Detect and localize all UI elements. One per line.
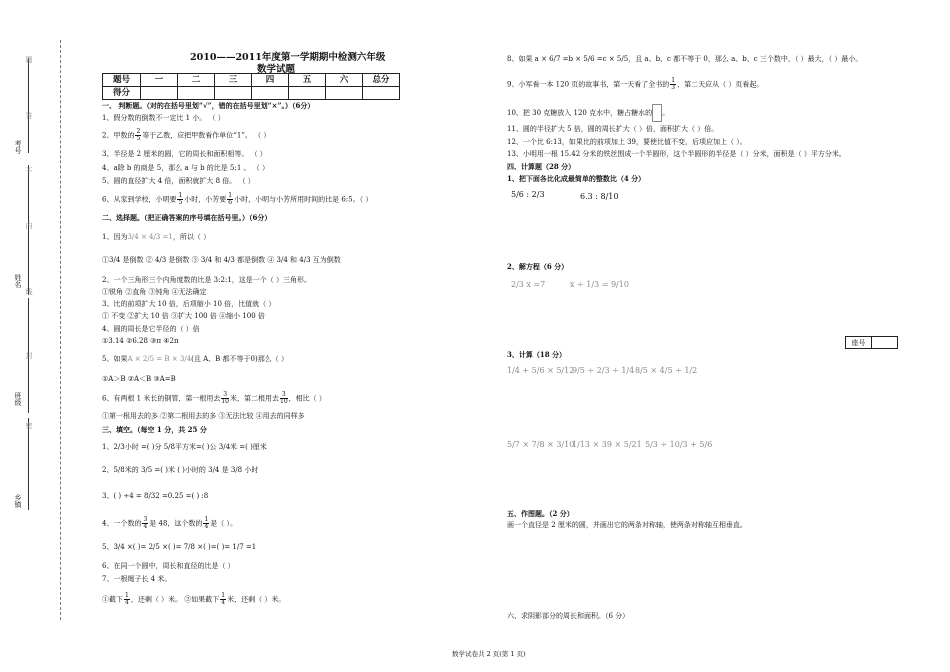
numerator: 1 [125,592,129,599]
score-cell[interactable] [141,87,178,100]
ratio-expression: 6.3 : 8/10 [580,192,619,201]
fraction [221,392,229,405]
seat-label: 座号 [846,337,872,349]
answer-box[interactable] [652,104,662,122]
class-label: 班级 [14,392,22,406]
s2-q5-post: (且 A、B 都不等于0)那么（ ） [191,355,288,363]
calc-expression: 9/5 ÷ 2/3 ÷ 1/4 [572,366,635,375]
section6-heading: 六、求阴影部分的周长和面积。（6 分） [507,612,630,620]
section1-heading: 一、 判断题。（对的在括号里划“√”，错的在括号里划“×”。）（6分） [102,101,315,110]
seat-number-box [845,336,898,349]
s2-q2-options: ①锐角 ②直角 ③钝角 ④无法确定 [102,288,207,296]
seal-char: 题 [25,56,33,63]
fraction [280,392,288,405]
s3-q5: 5、3/4 ×( )= 2/5 ×( )= 7/8 ×( )=( )= 1/7 =1 [102,543,257,551]
exam-subtitle: 数学试题 [257,64,296,75]
section5-heading: 五、作图题。（2 分） [507,509,574,518]
s2-q3-options: ① 不变 ②扩大 10 倍 ③扩大 100 倍 ④缩小 100 倍 [102,312,265,320]
s4-sub1: 1、把下面各比化成最简单的整数比（4 分） [507,174,646,183]
score-table-score-row [103,87,400,100]
numerator: 1 [221,592,226,599]
score-cell[interactable] [363,87,400,100]
s1-q6-post: 小时，小明与小芳所用时间的比是 6:5。（ ） [234,195,373,204]
s1-q6-pre: 6、从家到学校，小明要 [102,195,177,204]
s2-q6 [102,392,326,405]
s3-q10-end: 。 [662,109,670,117]
s2-q4: 4、圆的周长是它半径的（ ）倍 [102,325,200,333]
s2-q6-options: ①第一根用去的多 ②第二根用去的多 ③无法比较 ④用去的同样多 [102,412,305,420]
seal-char: 答 [25,112,33,119]
s1-q2-post: 等于乙数，应把甲数看作单位“1”。 （ ） [142,131,271,140]
s3-q12: 12、一个比 6:13，如果比的前项加上 39，要使比值不变，后项应加上（ ）。 [507,138,747,146]
fraction [227,193,233,206]
equation: x ÷ 1/3 = 9/10 [570,280,629,289]
s1-q2 [102,129,270,142]
s3-q8: 8、如果 a × 6/7 =b × 5/6 =c × 5/5，且 a、b、c 都不等于 0，那么 a、b、c 三个数中，（ ）最大，（ ）最小。 [507,55,863,63]
s3-q13: 13、小明用一根 15.42 分米的铁丝围成一个半圆形，这个半圆形的半径是（ ）分米，面积是（ ）平方分米。 [507,150,846,158]
numerator: 1 [671,77,676,84]
s4-sub3: 3、计算（18 分） [507,350,567,359]
score-header: 二 [178,74,215,87]
denominator: 3 [671,84,676,91]
s2-q6-mid: 米，第二根用去 [230,394,279,403]
town-line [28,418,29,510]
section4-heading: 四、计算题（28 分） [507,162,576,171]
s3-q7: 7、一根绳子长 4 米。 [102,575,172,583]
s2-q5 [102,355,288,364]
seal-char: 线 [25,288,33,295]
s3-q9-pre: 9、小军看一本 120 页的故事书，第一天看了全书的 [507,80,670,89]
s3-q3: 3、( ) ÷4 = 8/32 =0.25 =( ) :8 [102,492,209,500]
numerator: 3 [223,391,228,398]
town-label: 乡镇 [14,494,22,508]
fraction [135,129,141,142]
s3-q4-pre: 4、一个数的 [102,519,142,528]
s3-q7-b: ，还剩（ ）米。 ②如果截下 [130,595,220,604]
s2-q1-options: ①3/4 是倒数 ② 4/3 是倒数 ③ 3/4 和 4/3 都是倒数 ④ 3/4 和 4/3 互为倒数 [102,256,341,264]
numerator: 1 [204,516,209,523]
s2-q6-post: ，相比（ ） [288,394,326,403]
s3-q6: 6、在同一个圆中，周长和直径的比是（ ） [102,562,235,570]
fraction [203,517,209,530]
s3-q7-c: 米，还剩（ ）米。 [227,595,286,604]
s3-q4-post: 是 48，这个数的 [149,519,203,528]
score-cell[interactable] [326,87,363,100]
s5-text: 画一个直径是 2 厘米的圆，并画出它的两条对称轴，使两条对称轴互相垂直。 [507,521,747,529]
s3-q4-end: 是（ ）。 [210,519,237,528]
denominator: 4 [125,599,129,606]
denominator: 5 [136,135,141,142]
section2-heading: 二、选择题。（把正确答案的序号填在括号里。）（6分） [102,213,272,222]
ratio-expression: 5/6 : 2/3 [511,190,545,199]
s1-q4: 4、a除 b 的商是 5，那么 a 与 b 的比是 5:1 。 （ ） [102,164,269,172]
s2-q1-expr: 3/4 × 4/3 =1 [127,233,173,241]
denominator: 5 [178,199,183,206]
fraction [220,593,226,606]
score-header: 五 [289,74,326,87]
numerator: 3 [281,391,286,398]
s2-q5-pre: 5、如果 [102,355,128,363]
denominator: 4 [204,523,209,530]
s3-q9 [507,78,763,91]
denominator: 6 [228,199,233,206]
name-label: 姓名 [14,274,22,288]
score-cell[interactable] [215,87,252,100]
s3-q10 [507,104,669,122]
numerator: 3 [143,516,148,523]
s3-q11: 11、圆的半径扩大 5 倍，圆的周长扩大（ ）倍，面积扩大（ ）倍。 [507,125,719,133]
seal-char: 封 [25,352,33,359]
s2-q1-pre: 1、因为 [102,233,128,241]
numerator: 1 [228,192,233,199]
score-header: 六 [326,74,363,87]
s3-q9-post: ，第二天应从（ ）页看起。 [677,80,764,89]
equation: 2/3 x =7 [511,280,546,289]
numerator: 2 [136,128,141,135]
denominator: 4 [221,599,226,606]
fraction [124,593,130,606]
kaohao-line [28,58,29,153]
kaohao-label: 考号 [14,140,22,154]
s3-q10-text: 10、把 30 克糖放入 120 克水中，糖占糖水的 [507,109,653,117]
name-line [28,165,29,295]
s2-q4-options: ①3.14 ②6.28 ③π ④2π [102,337,179,345]
score-header: 三 [215,74,252,87]
s1-q3: 3、半径是 2 厘米的圆，它的周长和面积相等。 （ ） [102,150,267,158]
seal-char: 不 [25,167,33,174]
s4-sub2: 2、解方程（6 分） [507,262,569,271]
section3-heading: 三、填空。（每空 1 分，共 25 分 [102,425,207,434]
seal-line [60,40,61,620]
fraction [142,517,148,530]
score-cell[interactable] [289,87,326,100]
calc-expression: 5/3 ÷ 10/3 + 5/6 [645,440,713,449]
fraction [177,193,183,206]
calc-expression: 8/5 × 4/5 ÷ 1/2 [635,366,698,375]
page-footer: 数学试卷共 2 页(第 1 页) [452,650,526,658]
s3-q7-a: ①截下 [102,595,123,604]
calc-expression: 1/13 × 39 × 5/21 [572,440,642,449]
score-row-label: 得分 [103,87,141,100]
seal-char: 密 [25,422,33,429]
score-header: 题号 [103,74,141,87]
denominator: 10 [280,398,288,405]
s1-q1: 1、假分数的倒数不一定比 1 小。 （ ） [102,114,225,122]
s3-q2: 2、5/8米的 3/5 =( )米 ( )小时的 3/4 是 3/8 小时 [102,466,259,474]
s1-q6 [102,193,372,206]
binding-strip [14,40,66,620]
s2-q5-expr: A × 2/5 = B × 3/4 [127,355,192,363]
s2-q1 [102,233,210,242]
seat-input[interactable] [872,337,898,349]
score-cell[interactable] [252,87,289,100]
s3-q4 [102,517,237,530]
score-table-header-row [103,74,400,87]
s2-q2: 2、一个三角形三个内角度数的比是 3:2:1，这是一个（ ）三角形。 [102,276,311,284]
s1-q2-pre: 2、甲数的 [102,131,135,140]
s1-q6-mid: 小时，小芳要 [184,195,227,204]
score-header: 一 [141,74,178,87]
seal-char: 内 [25,222,33,229]
score-cell[interactable] [178,87,215,100]
denominator: 4 [143,523,148,530]
numerator: 1 [178,192,183,199]
s2-q3: 3、比的前项扩大 10 倍，后项缩小 10 倍，比值就（ ） [102,300,276,308]
score-header: 四 [252,74,289,87]
fraction [670,78,676,91]
exam-title: 2010——2011年度第一学期期中检测六年级 [190,52,386,63]
s3-q7-parts [102,593,285,606]
s3-q1: 1、2/3小时 =( )分 5/8平方米=( )公 3/4米 =( )厘米 [102,443,267,451]
s2-q1-post: ，所以（ ） [172,233,211,241]
score-table [102,73,400,100]
s1-q5: 5、圆的直径扩大 4 倍，面积就扩大 8 倍。 （ ） [102,177,255,185]
s2-q5-options: ①A＞B ②A＜B ③A=B [102,375,176,383]
denominator: 10 [221,398,229,405]
calc-expression: 1/4 + 5/6 × 5/12 [507,366,575,375]
calc-expression: 5/7 × 7/8 × 3/10 [507,440,575,449]
score-header: 总分 [363,74,400,87]
s2-q6-pre: 6、有两根 1 米长的钢管，第一根用去 [102,394,221,403]
